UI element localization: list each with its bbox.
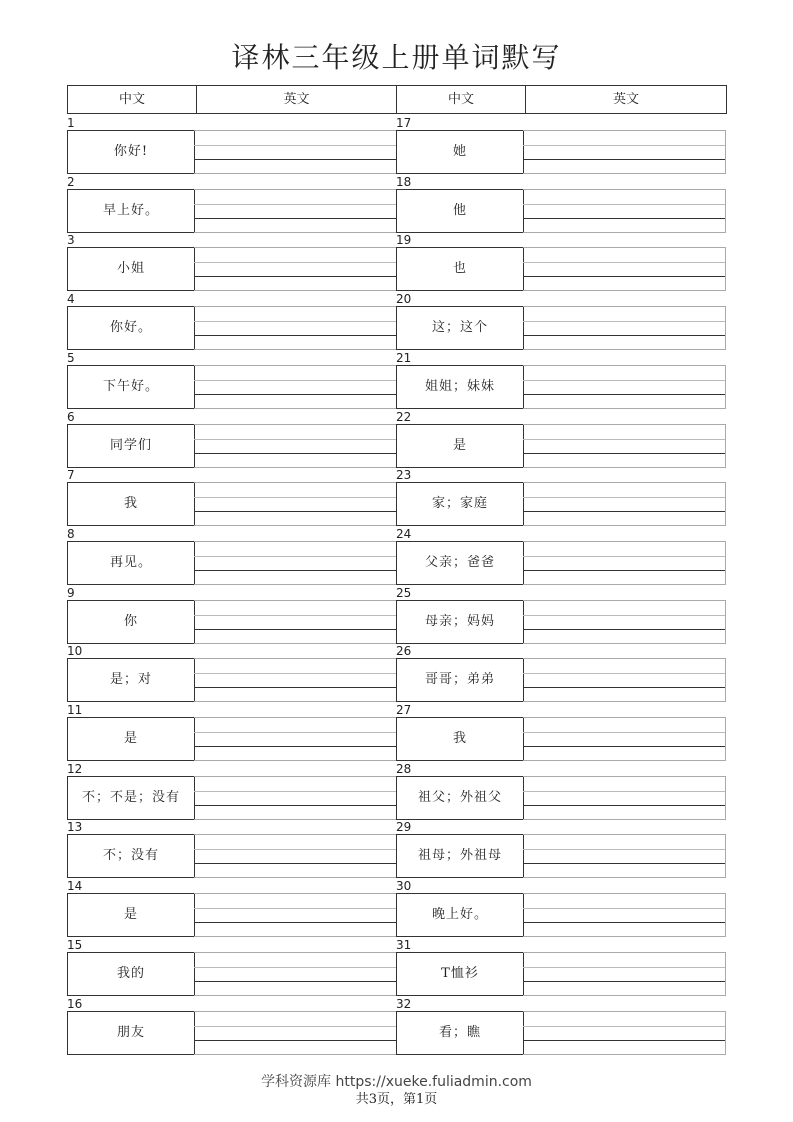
entry-number: 31 (396, 937, 412, 952)
writing-guide-line (194, 1026, 396, 1027)
writing-guide-line (523, 380, 725, 381)
writing-base-line (523, 805, 725, 806)
chinese-word: 哥哥；弟弟 (396, 658, 524, 702)
english-writing-lines[interactable] (194, 424, 397, 468)
entry-number: 8 (67, 526, 75, 541)
entry-number: 15 (67, 937, 83, 952)
writing-base-line (523, 687, 725, 688)
entry-number: 27 (396, 703, 412, 717)
entry-number: 6 (67, 409, 75, 424)
chinese-word: 她 (396, 130, 524, 174)
chinese-word: 我 (396, 717, 524, 761)
entry-number: 4 (67, 292, 75, 307)
entry-number: 29 (396, 820, 412, 835)
english-writing-lines[interactable] (523, 1011, 726, 1055)
english-writing-lines[interactable] (194, 189, 397, 233)
writing-guide-line (194, 145, 396, 146)
writing-guide-line (194, 556, 396, 557)
chinese-word: 你好! (67, 130, 195, 174)
writing-guide-line (194, 732, 396, 733)
writing-base-line (523, 394, 725, 395)
writing-base-line (523, 511, 725, 512)
chinese-word: 家；家庭 (396, 482, 524, 526)
writing-guide-line (523, 262, 725, 263)
writing-guide-line (523, 967, 725, 968)
english-writing-lines[interactable] (194, 365, 397, 409)
entry-number: 5 (67, 350, 75, 365)
writing-base-line (194, 629, 396, 630)
english-writing-lines[interactable] (194, 306, 397, 350)
entry-number: 19 (396, 233, 412, 248)
writing-guide-line (523, 145, 725, 146)
writing-base-line (194, 746, 396, 747)
entry-number: 30 (396, 879, 412, 894)
writing-base-line (194, 922, 396, 923)
writing-guide-line (523, 908, 725, 909)
entry-number: 10 (67, 644, 83, 659)
writing-guide-line (523, 732, 725, 733)
english-writing-lines[interactable] (194, 247, 397, 291)
chinese-word: 是 (396, 424, 524, 468)
writing-guide-line (194, 967, 396, 968)
english-writing-lines[interactable] (194, 482, 397, 526)
entry-number: 21 (396, 350, 412, 365)
chinese-word: 早上好。 (67, 189, 195, 233)
english-writing-lines[interactable] (523, 130, 726, 174)
writing-guide-line (523, 204, 725, 205)
writing-guide-line (194, 321, 396, 322)
chinese-word: 朋友 (67, 1011, 195, 1055)
chinese-word: 不；不是；没有 (67, 776, 195, 820)
entry-number: 17 (396, 116, 412, 130)
header-chinese: 中文 (68, 86, 197, 113)
writing-guide-line (523, 1026, 725, 1027)
writing-base-line (523, 746, 725, 747)
entry-number: 13 (67, 820, 83, 835)
english-writing-lines[interactable] (194, 541, 397, 585)
writing-guide-line (194, 380, 396, 381)
writing-guide-line (523, 791, 725, 792)
english-writing-lines[interactable] (523, 834, 726, 878)
header-english: 英文 (612, 92, 639, 107)
english-writing-lines[interactable] (194, 1011, 397, 1055)
chinese-word: 是 (67, 893, 195, 937)
chinese-word: 你好。 (67, 306, 195, 350)
entry-number: 20 (396, 292, 412, 307)
writing-base-line (194, 1040, 396, 1041)
writing-base-line (194, 276, 396, 277)
writing-base-line (194, 687, 396, 688)
entry-number: 23 (396, 468, 412, 483)
writing-base-line (194, 570, 396, 571)
writing-base-line (523, 276, 725, 277)
chinese-word: 小姐 (67, 247, 195, 291)
footer-page-number: 共3页，第1页 (355, 1092, 438, 1107)
english-writing-lines[interactable] (194, 600, 397, 644)
chinese-word: 我 (67, 482, 195, 526)
chinese-word: 是；对 (67, 658, 195, 702)
page-title: 译林三年级上册单词默写 (231, 41, 562, 74)
chinese-word: 下午好。 (67, 365, 195, 409)
writing-base-line (523, 453, 725, 454)
english-writing-lines[interactable] (194, 717, 397, 761)
writing-base-line (194, 335, 396, 336)
entry-number: 14 (67, 879, 83, 894)
chinese-word: 姐姐；妹妹 (396, 365, 524, 409)
writing-base-line (523, 981, 725, 982)
entry-number: 11 (67, 703, 83, 717)
writing-base-line (194, 394, 396, 395)
writing-guide-line (523, 439, 725, 440)
writing-base-line (194, 159, 396, 160)
writing-guide-line (523, 321, 725, 322)
entry-number: 32 (396, 996, 412, 1011)
entry-number: 22 (396, 409, 412, 424)
english-writing-lines[interactable] (523, 717, 726, 761)
chinese-word: 你 (67, 600, 195, 644)
english-writing-lines[interactable] (194, 952, 397, 996)
chinese-word: 母亲；妈妈 (396, 600, 524, 644)
chinese-word: 也 (396, 247, 524, 291)
english-writing-lines[interactable] (523, 306, 726, 350)
header-english: 英文 (283, 92, 310, 107)
english-writing-lines[interactable] (523, 658, 726, 702)
english-writing-lines[interactable] (523, 424, 726, 468)
english-writing-lines[interactable] (523, 189, 726, 233)
entry-number: 1 (67, 116, 75, 130)
english-writing-lines[interactable] (194, 776, 397, 820)
english-writing-lines[interactable] (523, 541, 726, 585)
chinese-word: 祖父；外祖父 (396, 776, 524, 820)
entry-number: 28 (396, 761, 412, 776)
chinese-word: 晚上好。 (396, 893, 524, 937)
english-writing-lines[interactable] (523, 247, 726, 291)
writing-guide-line (194, 204, 396, 205)
english-writing-lines[interactable] (523, 776, 726, 820)
english-writing-lines[interactable] (523, 893, 726, 937)
writing-base-line (194, 218, 396, 219)
header-left (67, 85, 397, 114)
entry-number: 12 (67, 761, 83, 776)
english-writing-lines[interactable] (523, 365, 726, 409)
chinese-word: 同学们 (67, 424, 195, 468)
writing-guide-line (523, 673, 725, 674)
english-writing-lines[interactable] (523, 952, 726, 996)
writing-guide-line (194, 673, 396, 674)
writing-base-line (194, 805, 396, 806)
chinese-word: 这；这个 (396, 306, 524, 350)
entry-number: 9 (67, 585, 75, 600)
writing-base-line (194, 453, 396, 454)
writing-guide-line (194, 262, 396, 263)
chinese-word: 是 (67, 717, 195, 761)
writing-guide-line (523, 497, 725, 498)
writing-base-line (523, 335, 725, 336)
entry-number: 24 (396, 526, 412, 541)
writing-guide-line (523, 556, 725, 557)
writing-base-line (194, 863, 396, 864)
writing-guide-line (194, 908, 396, 909)
writing-base-line (523, 570, 725, 571)
chinese-word: 父亲；爸爸 (396, 541, 524, 585)
entry-number: 7 (67, 468, 75, 483)
writing-guide-line (194, 615, 396, 616)
english-writing-lines[interactable] (194, 893, 397, 937)
entry-number: 16 (67, 996, 83, 1011)
header-right (396, 85, 727, 114)
chinese-word: T恤衫 (396, 952, 524, 996)
english-writing-lines[interactable] (194, 130, 397, 174)
footer-source: 学科资源库 https://xueke.fuliadmin.com (261, 1074, 532, 1090)
chinese-word: 祖母；外祖母 (396, 834, 524, 878)
writing-base-line (523, 218, 725, 219)
entry-number: 26 (396, 644, 412, 659)
chinese-word: 不；没有 (67, 834, 195, 878)
chinese-word: 他 (396, 189, 524, 233)
entry-number: 2 (67, 174, 75, 189)
writing-base-line (523, 1040, 725, 1041)
writing-base-line (523, 863, 725, 864)
writing-base-line (523, 159, 725, 160)
writing-base-line (194, 981, 396, 982)
english-writing-lines[interactable] (194, 834, 397, 878)
chinese-word: 我的 (67, 952, 195, 996)
writing-guide-line (194, 439, 396, 440)
writing-guide-line (194, 791, 396, 792)
writing-guide-line (194, 849, 396, 850)
english-writing-lines[interactable] (194, 658, 397, 702)
writing-base-line (523, 922, 725, 923)
english-writing-lines[interactable] (523, 482, 726, 526)
header-chinese: 中文 (397, 86, 526, 113)
chinese-word: 看；瞧 (396, 1011, 524, 1055)
writing-base-line (194, 511, 396, 512)
entry-number: 18 (396, 174, 412, 189)
writing-base-line (523, 629, 725, 630)
chinese-word: 再见。 (67, 541, 195, 585)
entry-number: 25 (396, 585, 412, 600)
english-writing-lines[interactable] (523, 600, 726, 644)
writing-guide-line (523, 615, 725, 616)
entry-number: 3 (67, 233, 75, 248)
writing-guide-line (523, 849, 725, 850)
writing-guide-line (194, 497, 396, 498)
